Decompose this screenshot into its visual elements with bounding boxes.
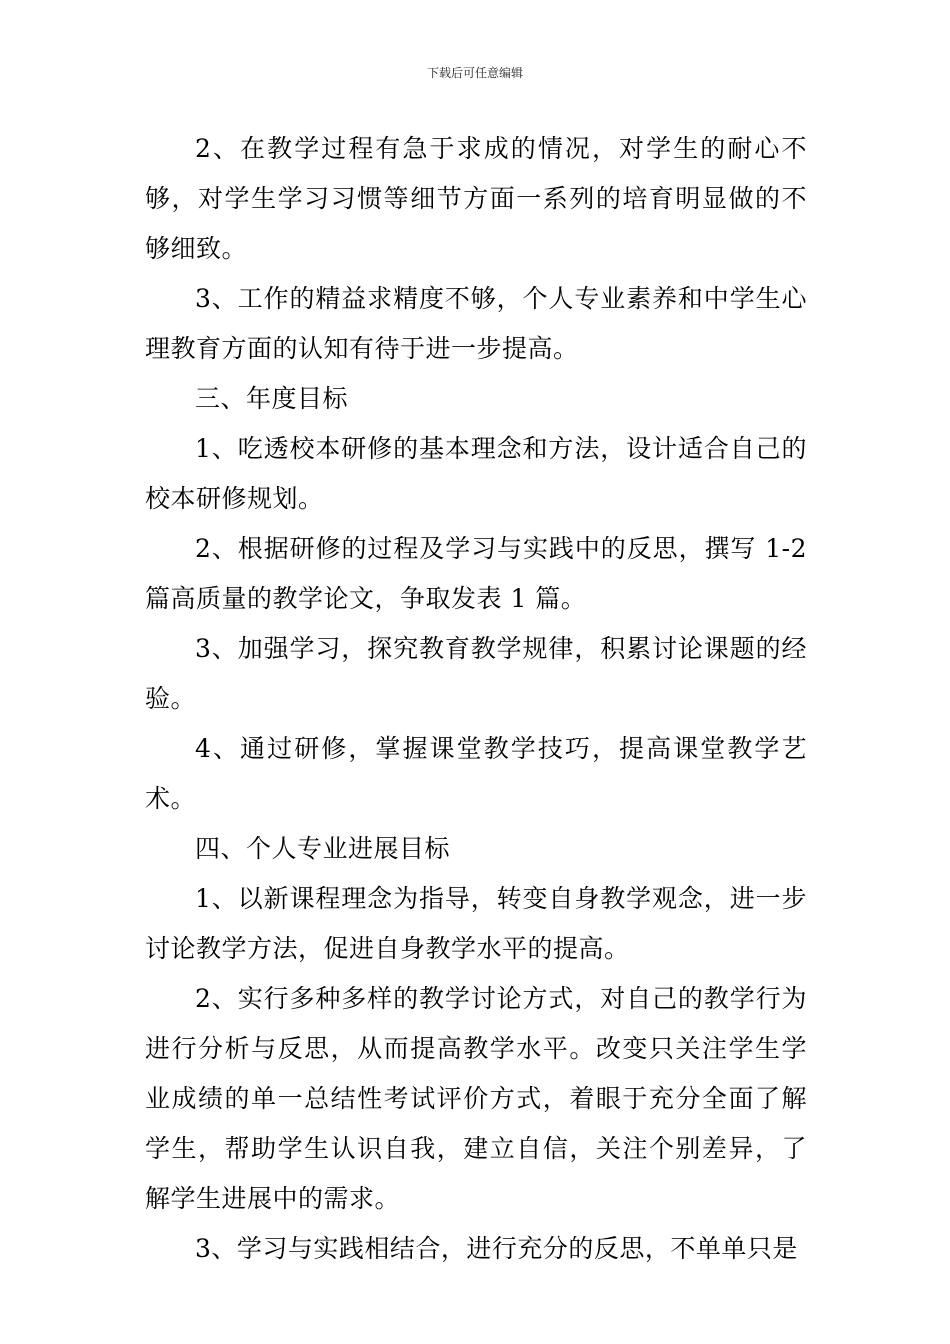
section-heading: 三、年度目标: [195, 384, 349, 413]
section-heading: 四、个人专业进展目标: [195, 834, 451, 863]
paragraph: 1、吃透校本研修的基本理念和方法，设计适合自己的校本研修规划。: [145, 434, 807, 513]
paragraph: 1、以新课程理念为指导，转变自身教学观念，进一步讨论教学方法，促进自身教学水平的提高。: [145, 884, 807, 963]
paragraph: 4、通过研修，掌握课堂教学技巧，提高课堂教学艺术。: [145, 734, 807, 813]
paragraph: 3、工作的精益求精度不够，个人专业素养和中学生心理教育方面的认知有待于进一步提高。: [145, 284, 807, 363]
paragraph: 2、根据研修的过程及学习与实践中的反思，撰写 1-2 篇高质量的教学论文，争取发表 1 篇。: [145, 534, 807, 613]
paragraph: 3、学习与实践相结合，进行充分的反思，不单单只是: [195, 1234, 798, 1263]
page-header: 下载后可任意编辑: [426, 66, 523, 80]
paragraph: 2、实行多种多样的教学讨论方式，对自己的教学行为进行分析与反思，从而提高教学水平。改变只关注学生学业成绩的单一总结性考试评价方式，着眼于充分全面了解学生，帮助学生认识自我，建立自信，关注个别差异，了解学生进展中的需求。: [145, 984, 807, 1213]
document-body: [145, 124, 807, 1274]
paragraph: 2、在教学过程有急于求成的情况，对学生的耐心不够，对学生学习习惯等细节方面一系列的培育明显做的不够细致。: [145, 134, 807, 263]
paragraph: 3、加强学习，探究教育教学规律，积累讨论课题的经验。: [145, 634, 807, 713]
